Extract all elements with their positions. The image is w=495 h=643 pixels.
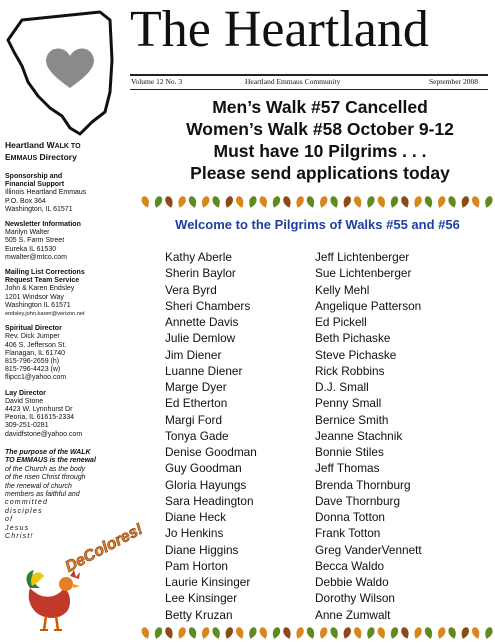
directory-line: 1201 Windsor Way [5,293,64,301]
leaf-icon [200,626,211,640]
leaf-icon [342,195,353,209]
leaf-icon [258,195,269,209]
leaf-icon [306,195,317,209]
leaf-icon [140,195,151,209]
decolores-text: DeColores! [62,520,146,576]
directory-line: flipcc1@yahoo.com [5,374,67,382]
leaf-icon [400,626,411,640]
purpose-line: The purpose of the WALK [5,448,91,456]
leaf-icon [153,626,164,640]
pilgrim-name: Jim Diener [165,347,222,362]
pilgrim-name: Brenda Thornburg [315,477,411,492]
leaf-icon [318,195,329,209]
pilgrim-name: Kelly Mehl [315,282,370,297]
leaf-icon [164,195,175,209]
pilgrim-name: Jeff Thomas [315,461,380,476]
directory-email: endsley.john.karen@verizon.net [5,311,85,318]
directory-line: Marilyn Walter [5,229,50,237]
leaf-icon [271,195,282,209]
leaf-icon [235,195,246,209]
directory-section-heading: Newsletter Information [5,221,81,229]
leaf-icon [376,195,387,209]
pilgrim-name: Diane Higgins [165,542,239,557]
leaf-icon [376,626,387,640]
pilgrim-name: Pam Horton [165,558,228,573]
leaf-icon [140,626,151,640]
directory-line: 815-796-2659 (h) [5,358,60,366]
leaf-icon [353,195,364,209]
masthead-title: The Heartland [130,1,429,58]
leaf-icon [188,195,199,209]
leaf-icon [164,626,175,640]
pilgrim-names-left [165,249,257,623]
leaf-icon [235,626,246,640]
masthead-community: Heartland Emmaus Community [245,77,341,86]
pilgrim-name: Margi Ford [165,412,223,427]
leaf-icon [424,195,435,209]
leaf-icon [318,626,329,640]
leaf-icon [389,195,400,209]
directory-line: 406 S. Jefferson St. [5,341,67,349]
leaf-icon [483,195,494,209]
leaf-icon [294,626,305,640]
masthead-rule-lower [130,89,488,90]
leaf-icon [188,626,199,640]
directory-line: Washington IL 61571 [5,301,71,309]
pilgrim-name: Diane Heck [165,510,226,524]
masthead-rule [130,74,488,76]
leaf-icon [200,195,211,209]
pilgrim-name: Guy Goodman [165,461,242,476]
pilgrim-name: Denise Goodman [165,445,257,459]
leaf-icon [460,195,471,209]
autumn-leaves-border-top [140,194,495,212]
directory-line: John & Karen Endsley [5,285,75,293]
pilgrim-name: D.J. Small [315,380,369,394]
directory-line: 4423 W. Lynnhurst Dr [5,406,73,414]
illinois-heart-logo [0,0,135,140]
pilgrim-name: Annette Davis [165,315,239,329]
leaf-icon [365,195,376,209]
pilgrim-name: Gloria Hayungs [165,477,247,492]
masthead-date: September 2008 [429,77,478,86]
pilgrim-name: Ed Pickell [315,315,367,329]
pilgrim-name: Vera Byrd [165,282,217,297]
leaf-icon [294,195,305,209]
leaf-icon [247,195,258,209]
pilgrim-name: Greg VanderVennett [315,542,422,557]
pilgrim-name: Betty Kruzan [165,607,233,622]
pilgrim-name: Beth Pichaske [315,331,391,346]
pilgrim-name: Laurie Kinsinger [165,575,251,589]
headline-line-1: Men’s Walk #57 Cancelled [212,97,428,117]
leaf-icon [412,195,423,209]
pilgrim-name: Julie Demlow [165,331,236,346]
leaf-icon [400,195,411,209]
directory-line: 815-796-4423 (w) [5,366,61,374]
pilgrim-name: Becca Waldo [315,558,385,573]
leaf-icon [153,195,164,209]
directory-section-heading: Lay Director [5,389,46,397]
directory-section [5,325,123,382]
leaf-icon [306,626,317,640]
directory-line: davidfstone@yahoo.com [5,430,83,438]
leaf-icon [211,195,222,209]
pilgrim-name: Bernice Smith [315,412,389,427]
leaf-icon [436,195,447,209]
headline-line-4: Please send applications today [190,163,450,183]
leaf-icon [353,626,364,640]
purpose-line: the renewal of church [5,482,72,490]
directory-line: David Stone [5,397,44,405]
pilgrim-name: Jo Henkins [165,526,224,541]
directory-line: Rev. Dick Jumper [5,333,60,341]
pilgrim-name: Kathy Aberle [165,250,232,264]
purpose-line: disciples [5,507,43,515]
leaf-icon [471,626,482,640]
pilgrim-name: Debbie Waldo [315,575,389,589]
pilgrim-name: Penny Small [315,396,382,411]
leaf-icon [176,195,187,209]
pilgrim-name: Sue Lichtenberger [315,266,412,281]
pilgrim-name: Ed Etherton [165,396,228,411]
pilgrim-name: Frank Totton [315,526,381,541]
pilgrim-name: Jeff Lichtenberger [315,250,410,264]
directory-line: Flanagan, IL 61740 [5,349,66,357]
pilgrim-name: Marge Dyer [165,380,227,394]
directory-sidebar [5,140,123,541]
leaf-icon [460,626,471,640]
leaf-icon [176,626,187,640]
directory-section [5,269,123,318]
leaf-icon [436,626,447,640]
headline-line-2: Women’s Walk #58 October 9-12 [186,119,454,139]
pilgrim-name: Sara Headington [165,493,254,508]
autumn-leaves-border-bottom [140,625,495,643]
leaf-icon [471,195,482,209]
directory-section-heading: Financial Support [5,181,65,189]
leaf-icon [483,626,494,640]
pilgrim-name: Steve Pichaske [315,347,397,362]
pilgrim-name: Anne Zumwalt [315,607,391,622]
directory-sections [5,173,123,439]
directory-section-heading: Sponsorship and [5,173,63,180]
leaf-icon [389,626,400,640]
pilgrim-name: Sherin Baylor [165,266,236,281]
leaf-icon [447,195,458,209]
pilgrim-name: Dorothy Wilson [315,591,395,606]
pilgrim-name: Lee Kinsinger [165,591,238,606]
directory-section-heading: Spiritual Director [5,325,62,333]
directory-line: Washington, IL 61571 [5,205,73,213]
leaf-icon [282,626,293,640]
pilgrim-name: Luanne Diener [165,363,243,378]
purpose-line: Christ! [5,532,34,540]
directory-section-heading: Request Team Service [5,277,80,285]
leaf-icon [342,626,353,640]
directory-section [5,390,123,439]
directory-line: Eureka IL 61530 [5,245,57,253]
directory-line: P.O. Box 364 [5,197,46,205]
directory-title: Heartland WALK TO EMMAUS Directory [5,140,81,162]
pilgrim-name: Tonya Gade [165,428,229,443]
leaf-icon [247,626,258,640]
directory-section [5,173,123,214]
directory-line: 309-251-0281 [5,422,49,430]
pilgrim-name: Sheri Chambers [165,298,251,313]
pilgrim-name: Angelique Patterson [315,298,422,313]
pilgrim-name: Dave Thornburg [315,493,401,508]
directory-section-heading: Mailing List Corrections [5,269,85,277]
leaf-icon [329,195,340,209]
purpose-line: committed [5,499,49,507]
decolores-lettering [58,520,146,576]
headline-line-3: Must have 10 Pilgrims . . . [213,141,427,161]
purpose-line: of the Church as the body [5,465,86,473]
pilgrim-name: Donna Totton [315,510,385,524]
pilgrim-name: Jeanne Stachnik [315,428,403,443]
purpose-line: members as faithful and [5,490,80,498]
pilgrim-names-right [315,249,422,623]
directory-section [5,221,123,262]
leaf-icon [258,626,269,640]
purpose-line: of the risen Christ through [5,474,86,482]
leaf-icon [365,626,376,640]
directory-line: Illinois Heartland Emmaus [5,189,87,197]
purpose-line: of [5,516,14,524]
rooster-icon [22,566,102,636]
masthead-volume: Volume 12 No. 3 [131,77,183,86]
leaf-icon [271,626,282,640]
leaf-icon [447,626,458,640]
leaf-icon [329,626,340,640]
leaf-icon [224,195,235,209]
directory-line: mwalter@mtco.com [5,253,67,261]
leaf-icon [282,195,293,209]
directory-line: Peoria, IL 61615-2334 [5,414,75,422]
pilgrim-name: Rick Robbins [315,363,385,378]
directory-line: 505 S. Farm Street [5,237,65,245]
welcome-heading: Welcome to the Pilgrims of Walks #55 and #56 [175,217,460,232]
purpose-line: Jesus [5,524,30,532]
leaf-icon [412,626,423,640]
leaf-icon [224,626,235,640]
leaf-icon [424,626,435,640]
leaf-icon [211,626,222,640]
pilgrim-name: Bonnie Stiles [315,445,384,459]
purpose-line: TO EMMAUS is the renewal [5,457,96,465]
